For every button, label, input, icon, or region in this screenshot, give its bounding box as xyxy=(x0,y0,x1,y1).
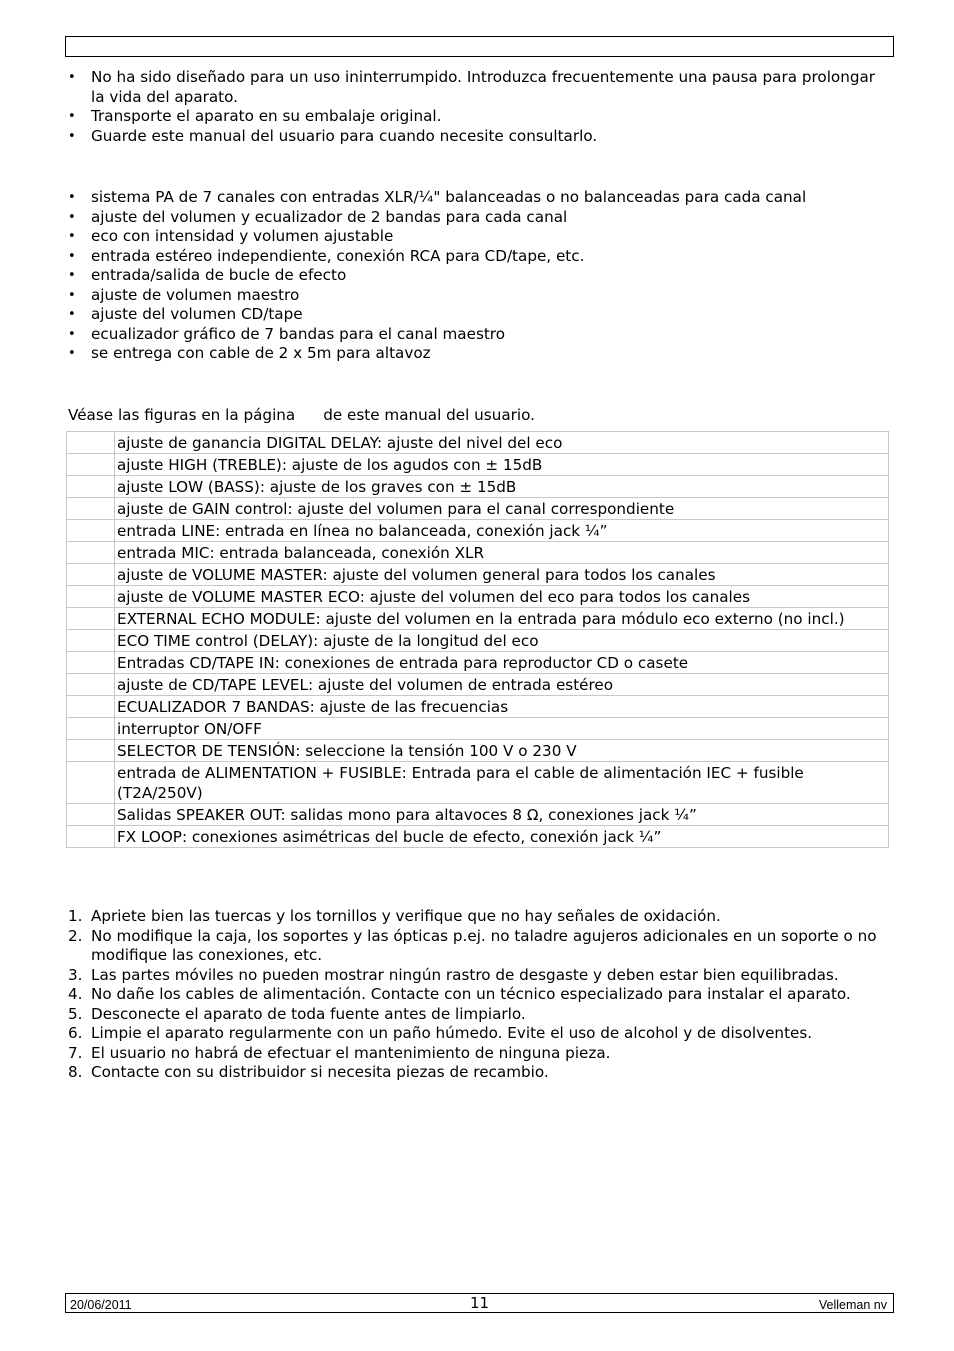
parts-table xyxy=(66,431,889,848)
item-number: 2. xyxy=(68,926,83,945)
bullet-icon: • xyxy=(68,109,76,124)
list-item: • entrada/salida de bucle de efecto xyxy=(68,266,347,284)
row-number-cell xyxy=(67,740,115,762)
table-row xyxy=(67,804,889,826)
row-description: entrada MIC: entrada balanceada, conexión XLR xyxy=(115,542,889,564)
item-number: 3. xyxy=(68,965,83,984)
item-number: 5. xyxy=(68,1004,83,1023)
row-description: ECO TIME control (DELAY): ajuste de la longitud del eco xyxy=(115,630,889,652)
item-number: 1. xyxy=(68,907,83,925)
list-item: • ecualizador gráfico de 7 bandas para el canal maestro xyxy=(68,324,506,343)
item-text: No dañe los cables de alimentación. Contacte con un técnico especializado para instalar el aparato. xyxy=(91,985,851,1003)
row-description: ECUALIZADOR 7 BANDAS: ajuste de las frecuencias xyxy=(115,696,889,718)
item-text: Las partes móviles no pueden mostrar ningún rastro de desgaste y deben estar bien equilibradas. xyxy=(91,965,839,984)
table-row xyxy=(67,586,889,608)
footer-date: 20/06/2011 xyxy=(70,1298,132,1312)
row-description: Salidas SPEAKER OUT: salidas mono para altavoces 8 Ω, conexiones jack ¼” xyxy=(115,804,889,826)
item-number: 4. xyxy=(68,985,83,1003)
bullet-icon: • xyxy=(68,307,76,322)
row-number-cell xyxy=(67,564,115,586)
figures-note-after: de este manual del usuario. xyxy=(323,406,535,424)
page-number: 11 xyxy=(469,1294,490,1312)
item-text: El usuario no habrá de efectuar el mantenimiento de ninguna pieza. xyxy=(91,1043,611,1062)
table-row xyxy=(67,564,889,586)
row-description: entrada LINE: entrada en línea no balanceada, conexión jack ¼” xyxy=(115,520,889,542)
row-description: entrada de ALIMENTATION + FUSIBLE: Entrada para el cable de alimentación IEC + fusible (T2A/250V) xyxy=(115,762,889,804)
bullet-icon: • xyxy=(68,346,76,361)
list-item xyxy=(66,927,888,966)
row-description: ajuste de ganancia DIGITAL DELAY: ajuste del nivel del eco xyxy=(115,432,889,454)
bullet-icon: • xyxy=(68,229,76,244)
row-number-cell xyxy=(67,674,115,696)
list-item: • No ha sido diseñado para un uso ininterrumpido. Introduzca frecuentemente una pausa para prolongar la vida del aparato. xyxy=(68,68,876,106)
row-number-cell xyxy=(67,520,115,542)
figures-note xyxy=(68,406,535,426)
row-number-cell xyxy=(67,804,115,826)
row-description: Entradas CD/TAPE IN: conexiones de entrada para reproductor CD o casete xyxy=(115,652,889,674)
table-row xyxy=(67,718,889,740)
list-item xyxy=(66,1044,888,1064)
row-description: ajuste de VOLUME MASTER: ajuste del volumen general para todos los canales xyxy=(115,564,889,586)
item-text: Desconecte el aparato de toda fuente antes de limpiarlo. xyxy=(91,1004,526,1023)
row-number-cell xyxy=(67,432,115,454)
row-number-cell xyxy=(67,542,115,564)
row-description: FX LOOP: conexiones asimétricas del bucle de efecto, conexión jack ¼” xyxy=(115,826,889,848)
list-item xyxy=(66,966,888,986)
row-number-cell xyxy=(67,696,115,718)
list-item xyxy=(66,1063,888,1083)
table-row xyxy=(67,476,889,498)
row-description: ajuste de VOLUME MASTER ECO: ajuste del volumen del eco para todos los canales xyxy=(115,586,889,608)
table-row xyxy=(67,432,889,454)
figures-note-before: Véase las figuras en la página xyxy=(68,406,296,424)
list-item: • entrada estéreo independiente, conexión RCA para CD/tape, etc. xyxy=(68,246,585,265)
bullet-icon: • xyxy=(68,128,76,144)
item-number: 8. xyxy=(68,1063,83,1081)
list-item: • sistema PA de 7 canales con entradas XLR/¼" balanceadas o no balanceadas para cada canal xyxy=(68,188,807,206)
table-row xyxy=(67,652,889,674)
row-number-cell xyxy=(67,630,115,652)
table-row xyxy=(67,826,889,848)
list-item: • ajuste del volumen CD/tape xyxy=(68,305,303,323)
item-text: Limpie el aparato regularmente con un paño húmedo. Evite el uso de alcohol y de disolventes. xyxy=(91,1024,813,1042)
table-row xyxy=(67,608,889,630)
row-description: EXTERNAL ECHO MODULE: ajuste del volumen en la entrada para módulo eco externo (no incl.) xyxy=(115,608,889,630)
list-item: • Transporte el aparato en su embalaje original. xyxy=(68,107,442,125)
maintenance-list xyxy=(66,907,888,1083)
features-list xyxy=(66,188,886,364)
row-number-cell xyxy=(67,826,115,848)
bullet-icon: • xyxy=(68,268,76,283)
row-description: ajuste de CD/TAPE LEVEL: ajuste del volumen de entrada estéreo xyxy=(115,674,889,696)
list-item xyxy=(66,1005,888,1025)
row-description: SELECTOR DE TENSIÓN: seleccione la tensión 100 V o 230 V xyxy=(115,740,889,762)
list-item: • se entrega con cable de 2 x 5m para altavoz xyxy=(68,344,431,362)
row-number-cell xyxy=(67,586,115,608)
bullet-icon: • xyxy=(68,287,76,303)
table-row xyxy=(67,762,889,804)
footer-company: Velleman nv xyxy=(818,1298,887,1312)
table-row xyxy=(67,498,889,520)
bullet-icon: • xyxy=(68,209,76,225)
row-description: ajuste HIGH (TREBLE): ajuste de los agudos con ± 15dB xyxy=(115,454,889,476)
table-row xyxy=(67,454,889,476)
item-text: Apriete bien las tuercas y los tornillos y verifique que no hay señales de oxidación. xyxy=(91,907,721,925)
table-row xyxy=(67,696,889,718)
item-text: No modifique la caja, los soportes y las ópticas p.ej. no taladre agujeros adicionales en un soporte o no modifique las conexiones, etc. xyxy=(91,926,877,964)
page-header-box xyxy=(65,36,894,57)
row-number-cell xyxy=(67,608,115,630)
table-row xyxy=(67,520,889,542)
row-number-cell xyxy=(67,718,115,740)
item-number: 7. xyxy=(68,1043,83,1062)
warnings-list xyxy=(66,68,886,146)
page-footer xyxy=(65,1293,894,1313)
table-row xyxy=(67,630,889,652)
row-number-cell xyxy=(67,498,115,520)
table-row xyxy=(67,674,889,696)
list-item: • ajuste del volumen y ecualizador de 2 bandas para cada canal xyxy=(68,207,568,226)
list-item: • Guarde este manual del usuario para cuando necesite consultarlo. xyxy=(68,126,598,145)
item-number: 6. xyxy=(68,1024,83,1042)
bullet-icon: • xyxy=(68,70,76,85)
item-text: Contacte con su distribuidor si necesita piezas de recambio. xyxy=(91,1063,549,1081)
row-description: interruptor ON/OFF xyxy=(115,718,889,740)
list-item: • eco con intensidad y volumen ajustable xyxy=(68,227,394,245)
row-number-cell xyxy=(67,652,115,674)
row-description: ajuste LOW (BASS): ajuste de los graves con ± 15dB xyxy=(115,476,889,498)
list-item: • ajuste de volumen maestro xyxy=(68,285,300,304)
table-row xyxy=(67,542,889,564)
list-item xyxy=(66,907,888,927)
bullet-icon: • xyxy=(68,248,76,264)
bullet-icon: • xyxy=(68,326,76,342)
row-description: ajuste de GAIN control: ajuste del volumen para el canal correspondiente xyxy=(115,498,889,520)
list-item xyxy=(66,985,888,1005)
list-item xyxy=(66,1024,888,1044)
row-number-cell xyxy=(67,762,115,804)
row-number-cell xyxy=(67,454,115,476)
bullet-icon: • xyxy=(68,190,76,205)
row-number-cell xyxy=(67,476,115,498)
table-row xyxy=(67,740,889,762)
